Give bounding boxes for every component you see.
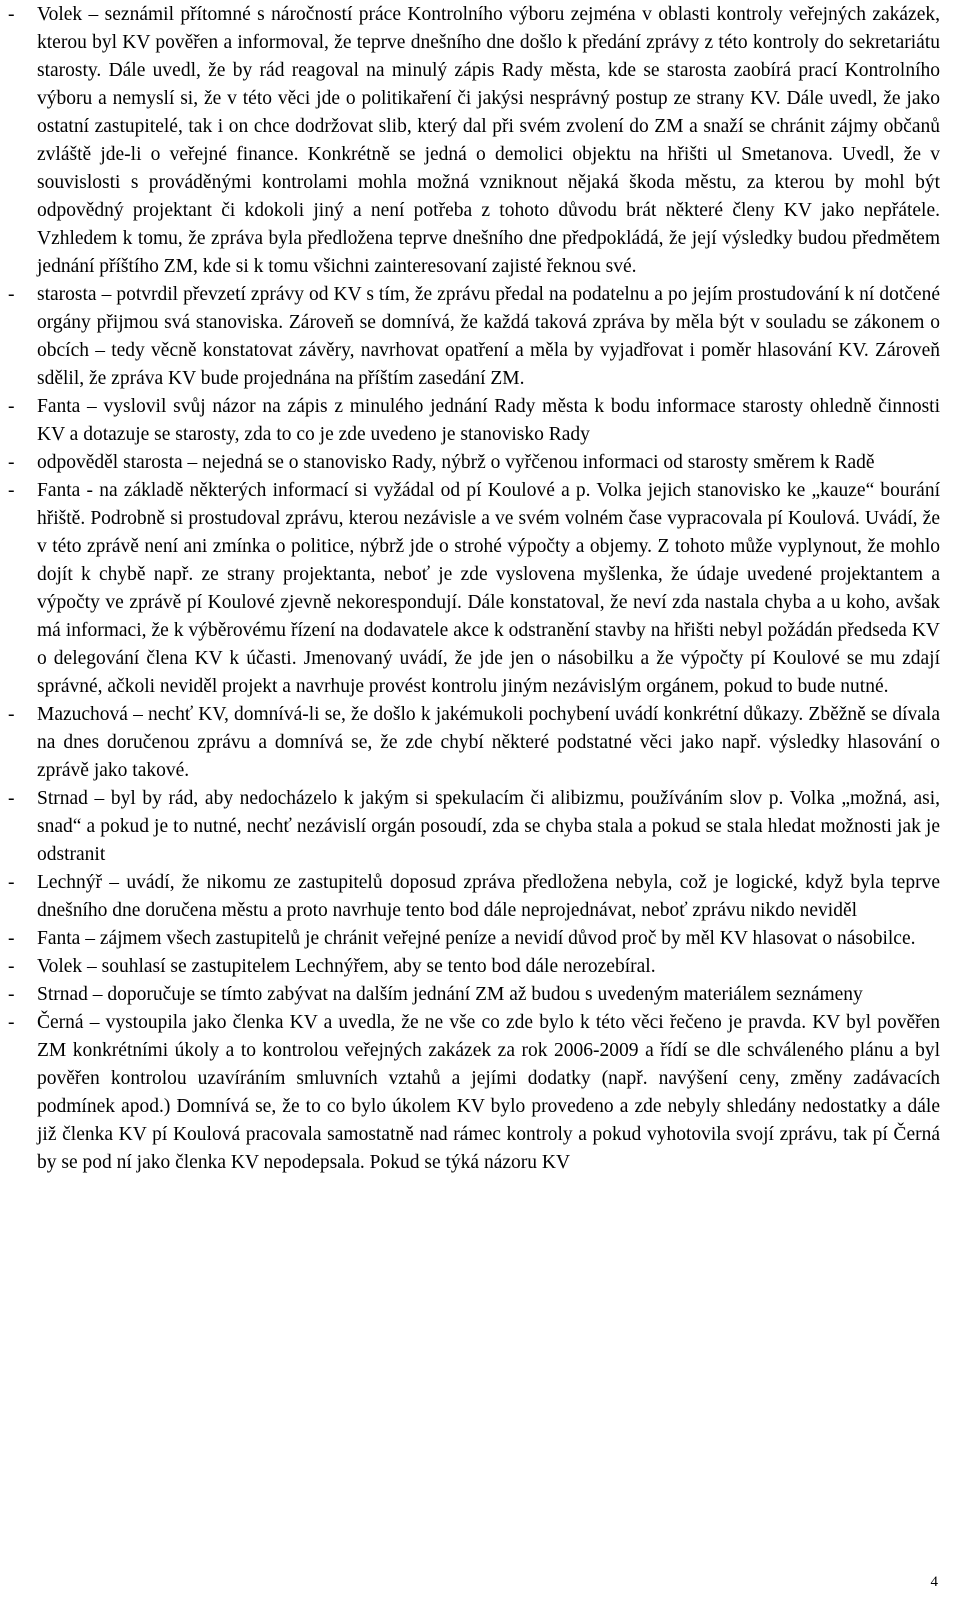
list-bullet: - — [8, 396, 15, 417]
list-bullet: - — [8, 984, 15, 1005]
list-bullet: - — [8, 284, 15, 305]
statement-starosta: starosta – potvrdil převzetí zprávy od KV s tím, že zprávu předal na podatelnu a po jejím prostudování k ní dotčené orgány přijmou svá stanoviska. Zároveň se domnívá, že každá taková zpráva by měla být v souladu se zákonem o obcích – tedy věcně konstatovat závěry, navrhovat opatření a měla by vyjadřovat i poměr hlasování KV. Zároveň sdělil, že zpráva KV bude projednána na příštím zasedání ZM. — [37, 284, 940, 389]
list-item — [8, 981, 940, 1009]
list-item — [8, 1, 940, 281]
statement-cerna: Černá – vystoupila jako členka KV a uvedla, že ne vše co zde bylo k této věci řečeno je pravda. KV byl pověřen ZM konkrétními úkoly a to kontrolou veřejných zakázek za rok 2006-2009 a řídí se dle schváleného plánu a byl pověřen kontrolou uzavíráním smluvních vztahů a jejími dodatky (např. navýšení ceny, změny zadávacích podmínek apod.) Domnívá se, že to co bylo úkolem KV bylo provedeno a zde nebyly shledány nedostatky a dále již členka KV pí Koulová pracovala samostatně nad rámec kontroly a pokud vyhotovila svojí zprávu, tak pí Černá by se pod ní jako členka KV nepodepsala. Pokud se týká názoru KV — [37, 1012, 940, 1173]
list-item — [8, 449, 940, 477]
statement-fanta-report: Fanta - na základě některých informací si vyžádal od pí Koulové a p. Volka jejich stanovisko ke „kauze“ bourání hřiště. Podrobně si prostudoval zprávu, kterou nezávisle a ve svém volném čase vypracovala pí Koulová. Uvádí, že v této zprávě není ani zmínka o politice, nýbrž jde o strohé výpočty a objemy. Z tohoto může vyplynout, že mohlo dojít k chybě např. ze strany projektanta, neboť je zde vyslovena myšlenka, že údaje uvedené projektantem a výpočty ve zprávě pí Koulové zjevně nekorespondují. Dále konstatoval, že neví zda nastala chyba a u koho, avšak má informaci, že k výběrovému řízení na dodavatele akce k odstranění stavby na hřišti nebyl požádán předseda KV o delegování člena KV k účasti. Jmenovaný uvádí, že jde jen o násobilku a že výpočty pí Koulové se mu zdají správné, ačkoli neviděl projekt a navrhuje provést kontrolu jiným nezávislým orgánem, pokud to bude nutné. — [37, 480, 940, 697]
list-bullet: - — [8, 928, 15, 949]
statement-volek-agree: Volek – souhlasí se zastupitelem Lechnýřem, aby se tento bod dále nerozebíral. — [37, 956, 656, 977]
list-bullet: - — [8, 452, 15, 473]
statement-strnad-recommend: Strnad – doporučuje se tímto zabývat na dalším jednání ZM až budou s uvedeným materiálem seznámeny — [37, 984, 863, 1005]
statement-fanta-public-money: Fanta – zájmem všech zastupitelů je chránit veřejné peníze a nevidí důvod proč by měl KV hlasovat o násobilce. — [37, 928, 916, 949]
statement-mazuchova: Mazuchová – nechť KV, domnívá-li se, že došlo k jakémukoli pochybení uvádí konkrétní důkazy. Zběžně se dívala na dnes doručenou zprávu a domnívá se, že zde chybí některé podstatné věci jako např. výsledky hlasování o zprávě jako takové. — [37, 704, 940, 781]
list-bullet: - — [8, 480, 15, 501]
list-bullet: - — [8, 704, 15, 725]
list-bullet: - — [8, 872, 15, 893]
list-item — [8, 477, 940, 701]
statement-lechnyr: Lechnýř – uvádí, že nikomu ze zastupitelů doposud zpráva předložena nebyla, což je logické, když byla teprve dnešního dne doručena městu a proto navrhuje tento bod dále neprojednávat, neboť zprávu nikdo neviděl — [37, 872, 940, 921]
list-item — [8, 1009, 940, 1177]
list-item — [8, 281, 940, 393]
list-bullet: - — [8, 788, 15, 809]
statement-starosta-reply: odpověděl starosta – nejedná se o stanovisko Rady, nýbrž o vyřčenou informaci od starosty směrem k Radě — [37, 452, 875, 473]
list-bullet: - — [8, 4, 15, 25]
statement-fanta: Fanta – vyslovil svůj názor na zápis z minulého jednání Rady města k bodu informace starosty ohledně činnosti KV a dotazuje se starosty, zda to co je zde uvedeno je stanovisko Rady — [37, 396, 940, 445]
list-bullet: - — [8, 956, 15, 977]
statement-volek: Volek – seznámil přítomné s náročností práce Kontrolního výboru zejména v oblasti kontroly veřejných zakázek, kterou byl KV pověřen a informoval, že teprve dnešního dne došlo k předání zprávy z této kontroly do sekretariátu starosty. Dále uvedl, že by rád reagoval na minulý zápis Rady města, kde se starosta zaobírá prací Kontrolního výboru a nemyslí si, že v této věci jde o politikaření či jakýsi nesprávný postup ze strany KV. Dále uvedl, že jako ostatní zastupitelé, tak i on chce dodržovat slib, který dal při svém zvolení do ZM a snaží se chránit zájmy občanů zvláště jde-li o veřejné finance. Konkrétně se jedná o demolici objektu na hřišti ul Smetanova. Uvedl, že v souvislosti s prováděnými kontrolami mohla možná vzniknout nějaká škoda městu, za kterou by mohl být odpovědný projektant či kdokoli jiný a není potřeba z tohoto důvodu brát některé členy KV jako nepřátele. Vzhledem k tomu, že zpráva byla předložena teprve dnešního dne předpokládá, že její výsledky budou předmětem jednání příštího ZM, kde si k tomu všichni zainteresovaní zajisté řeknou své. — [37, 4, 940, 277]
list-item — [8, 953, 940, 981]
list-item — [8, 393, 940, 449]
statement-strnad: Strnad – byl by rád, aby nedocházelo k jakým si spekulacím či alibizmu, používáním slov p. Volka „možná, asi, snad“ a pokud je to nutné, nechť nezávislí orgán posoudí, zda se chyba stala a pokud se stala hledat možnosti jak je odstranit — [37, 788, 940, 865]
list-bullet: - — [8, 1012, 15, 1033]
list-item — [8, 701, 940, 785]
list-item — [8, 869, 940, 925]
statement-list — [8, 1, 940, 1177]
list-item — [8, 925, 940, 953]
page-number: 4 — [930, 1574, 938, 1590]
list-item — [8, 785, 940, 869]
